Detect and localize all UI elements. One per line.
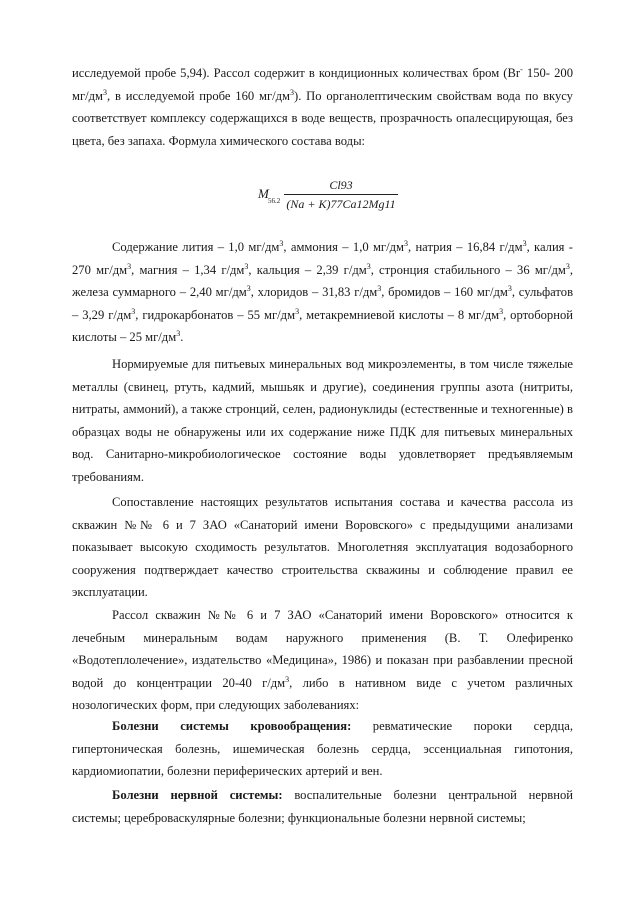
superscript: 3: [103, 87, 108, 97]
text: опалесцирующая, без цвета, без запаха. Формула химического состава воды:: [72, 111, 574, 148]
section-heading: Болезни нервной системы:: [112, 788, 283, 802]
text: , сульфатов – 3,29 г/дм: [72, 285, 574, 322]
text: , аммония – 1,0 мг/дм: [283, 240, 404, 254]
text: , в исследуемой пробе 160 мг/дм: [107, 88, 290, 103]
superscript: 3: [522, 239, 527, 248]
superscript: 3: [507, 284, 512, 294]
text: , магния – 1,34 г/дм: [131, 262, 245, 277]
superscript: 3: [127, 261, 132, 271]
text: ревматические пороки сердца, гипертоническая болезнь, ишемическая болезнь сердца, эссенциальная гипотония, кардиомиопатии, болезни периферических артерий и вен.: [72, 719, 573, 779]
superscript: 3: [290, 87, 294, 97]
text: Содержание лития – 1,0 мг/дм: [112, 240, 280, 254]
paragraph-composition: [72, 236, 573, 349]
text: исследуемой пробе 5,94). Рассол содержит в кондиционных количествах бром (Br: [72, 66, 521, 80]
text: , стронция стабильного – 36 мг/дм: [370, 262, 566, 277]
superscript: 3: [285, 674, 290, 684]
text: ). По органолептическим свойствам вода по: [294, 88, 539, 103]
superscript: 3: [295, 306, 300, 316]
paragraph-indications: [72, 604, 573, 717]
text: , либо в нативном виде с учетом различных нозологических форм, при следующих заболеваниях:: [72, 675, 573, 713]
paragraph-text: Сопоставление настоящих результатов испытания состава и качества рассола из скважин №№ 6 и 7 ЗАО «Санаторий имени Воровского» с предыдущими анализами показывает высокую сходимость результатов. Многолетняя эксплуатация водозаборного сооружения подтверждает качество строительства скважины и соблюдение правил ее эксплуатации.: [72, 495, 573, 600]
paragraph-text: Нормируемые для питьевых минеральных вод микроэлементы, в том числе тяжелые металлы (свинец, ртуть, кадмий, мышьяк и другие), соединения группы азота (нитриты, нитраты, аммоний), а также стронций, селен, радионуклиды (естественные и техногенные) в образцах воды не обнаружены или их содержание ниже ПДК для питьевых минеральных вод. Санитарно-микробиологическое состояние воды удовлетворяет предъявляемым требованиям.: [72, 357, 573, 484]
text: 150-: [522, 66, 550, 80]
text: Рассол скважин №№ 6 и 7 ЗАО «Санаторий имени Воровского» относится к лечебным минеральным водам наружного применения (В. Т. Олефиренко «Водотеплолечение», издательство «Медицина», 1986) и показан при разбавлении пресной водой до концентрации 20-40 г/дм: [72, 608, 573, 690]
paragraph-comparison: [72, 491, 573, 604]
text: , гидрокарбонатов – 55 мг/дм: [135, 307, 296, 322]
text: , натрия – 16,84 г/дм: [407, 240, 523, 254]
superscript: 3: [403, 239, 408, 248]
formula-numerator: Cl93: [329, 178, 353, 192]
section-heading: Болезни системы кровообращения:: [112, 719, 352, 733]
text: воспалительные болезни центральной нервной системы; цереброваскулярные болезни; функциональные болезни нервной системы;: [72, 788, 573, 825]
text: , ортоборной кислоты – 25 мг/дм: [72, 307, 574, 345]
formula-mineralization-symbol: M: [258, 186, 269, 201]
superscript: 3: [377, 284, 382, 294]
formula-fraction: [284, 178, 398, 211]
superscript: 3: [176, 329, 181, 339]
text: , бромидов – 160 мг/дм: [381, 285, 508, 300]
superscript: 3: [246, 284, 251, 294]
superscript: 3: [565, 261, 570, 271]
formula-denominator: (Na + K)77Ca12Mg11: [286, 197, 396, 211]
superscript: 3: [499, 306, 504, 316]
text: , железа суммарного – 2,40 мг/дм: [72, 262, 574, 300]
superscript: -: [520, 65, 523, 74]
fraction-bar: [284, 194, 398, 195]
text: , калия - 270 мг/дм: [72, 240, 573, 277]
text: , кальция – 2,39 г/дм: [248, 262, 367, 277]
paragraph-circulatory: [72, 715, 573, 783]
superscript: 3: [279, 239, 284, 248]
text: , метакремниевой кислоты – 8 мг/дм: [299, 307, 500, 322]
text: вкусу соответствует комплексу содержащихся в воде веществ, прозрачность: [72, 88, 573, 126]
paragraph-bromine: [72, 62, 573, 152]
superscript: 3: [366, 261, 371, 271]
superscript: 3: [131, 306, 136, 316]
paragraph-microelements: [72, 353, 573, 489]
text: 200 мг/дм: [72, 66, 573, 103]
superscript: 3: [244, 261, 249, 271]
text: , хлоридов – 31,83 г/дм: [250, 285, 378, 300]
paragraph-nervous: [72, 784, 573, 829]
text: .: [180, 330, 184, 345]
formula-mineralization-value: 56.2: [268, 197, 281, 205]
